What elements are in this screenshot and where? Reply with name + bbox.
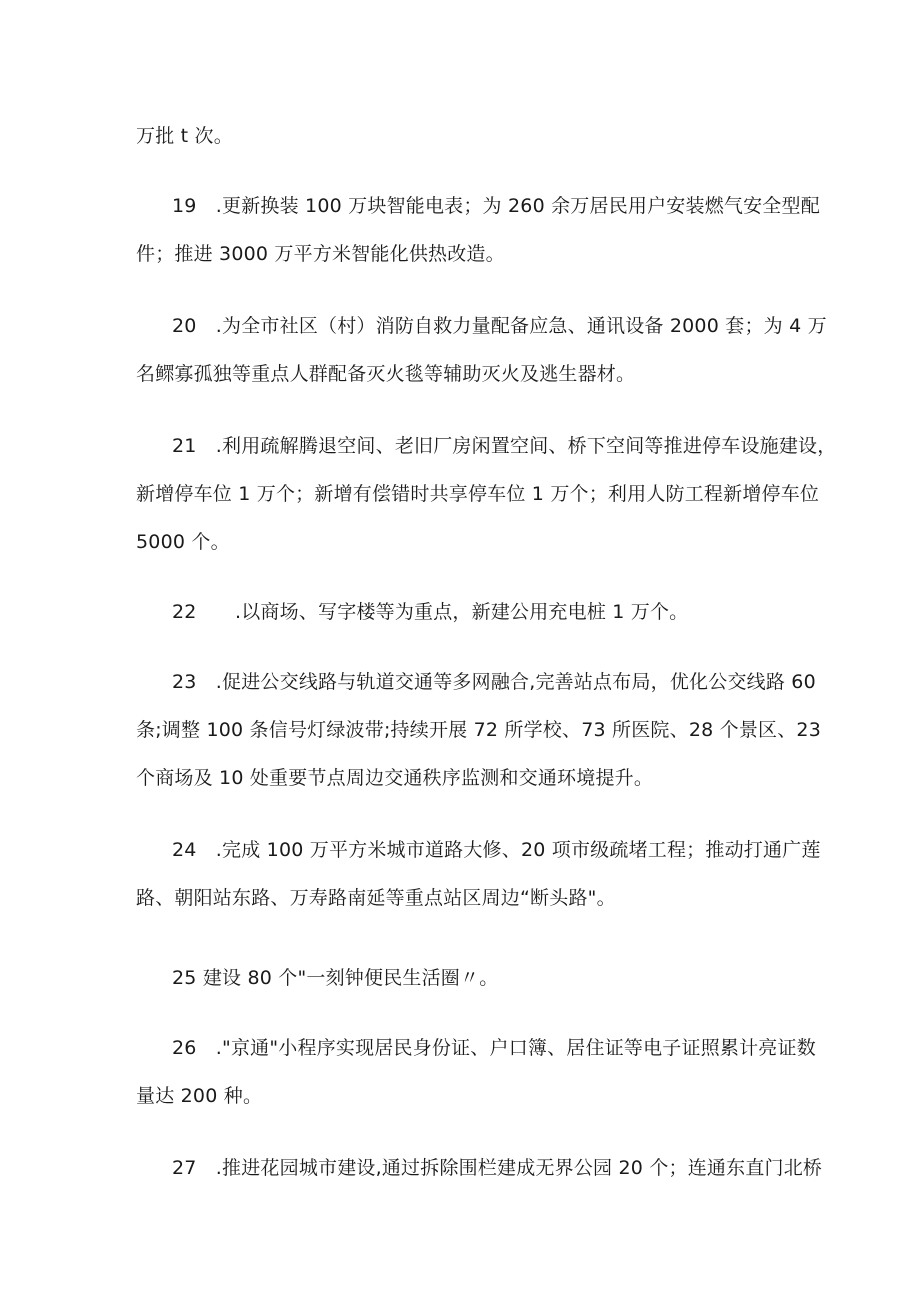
item-19-line-1: 19 .更新换装 100 万块智能电表；为 260 余万居民用户安装燃气安全型配 <box>172 195 820 217</box>
item-27-line-1: 27 .推进花园城市建设,通过拆除围栏建成无界公园 20 个；连通东直门北桥 <box>172 1157 823 1179</box>
item-25-line-1: 25 建设 80 个"一刻钟便民生活圈〃。 <box>172 967 499 989</box>
text-line: 万批 t 次。 <box>136 125 233 147</box>
item-24-line-1: 24 .完成 100 万平方米城市道路大修、20 项市级疏堵工程；推动打通广莲 <box>172 839 821 861</box>
item-26-line-2: 量达 200 种。 <box>136 1085 263 1107</box>
item-20-line-2: 名鳏寡孤独等重点人群配备灭火毯等辅助灭火及逃生器材。 <box>136 363 636 385</box>
item-21-line-3: 5000 个。 <box>136 531 230 553</box>
item-19-line-2: 件；推进 3000 万平方米智能化供热改造。 <box>136 243 505 265</box>
item-20-line-1: 20 .为全市社区（村）消防自救力量配备应急、通讯设备 2000 套；为 4 万 <box>172 315 827 337</box>
item-24-line-2: 路、朝阳站东路、万寿路南延等重点站区周边“断头路"。 <box>136 887 616 909</box>
item-26-line-1: 26 ."京通"小程序实现居民身份证、户口簿、居住证等电子证照累计亮证数 <box>172 1037 816 1059</box>
item-21-line-2: 新增停车位 1 万个；新增有偿错时共享停车位 1 万个；利用人防工程新增停车位 <box>136 483 820 505</box>
item-23-line-2: 条;调整 100 条信号灯绿波带;持续开展 72 所学校、73 所医院、28 个景区、23 <box>136 719 822 741</box>
item-22-line-1: 22 .以商场、写字楼等为重点，新建公用充电桩 1 万个。 <box>172 601 689 623</box>
item-21-line-1: 21 .利用疏解腾退空间、老旧厂房闲置空间、桥下空间等推进停车设施建设， <box>172 435 837 457</box>
item-23-line-3: 个商场及 10 处重要节点周边交通秩序监测和交通环境提升。 <box>136 767 654 789</box>
item-23-line-1: 23 .促进公交线路与轨道交通等多网融合,完善站点布局，优化公交线路 60 <box>172 671 816 693</box>
